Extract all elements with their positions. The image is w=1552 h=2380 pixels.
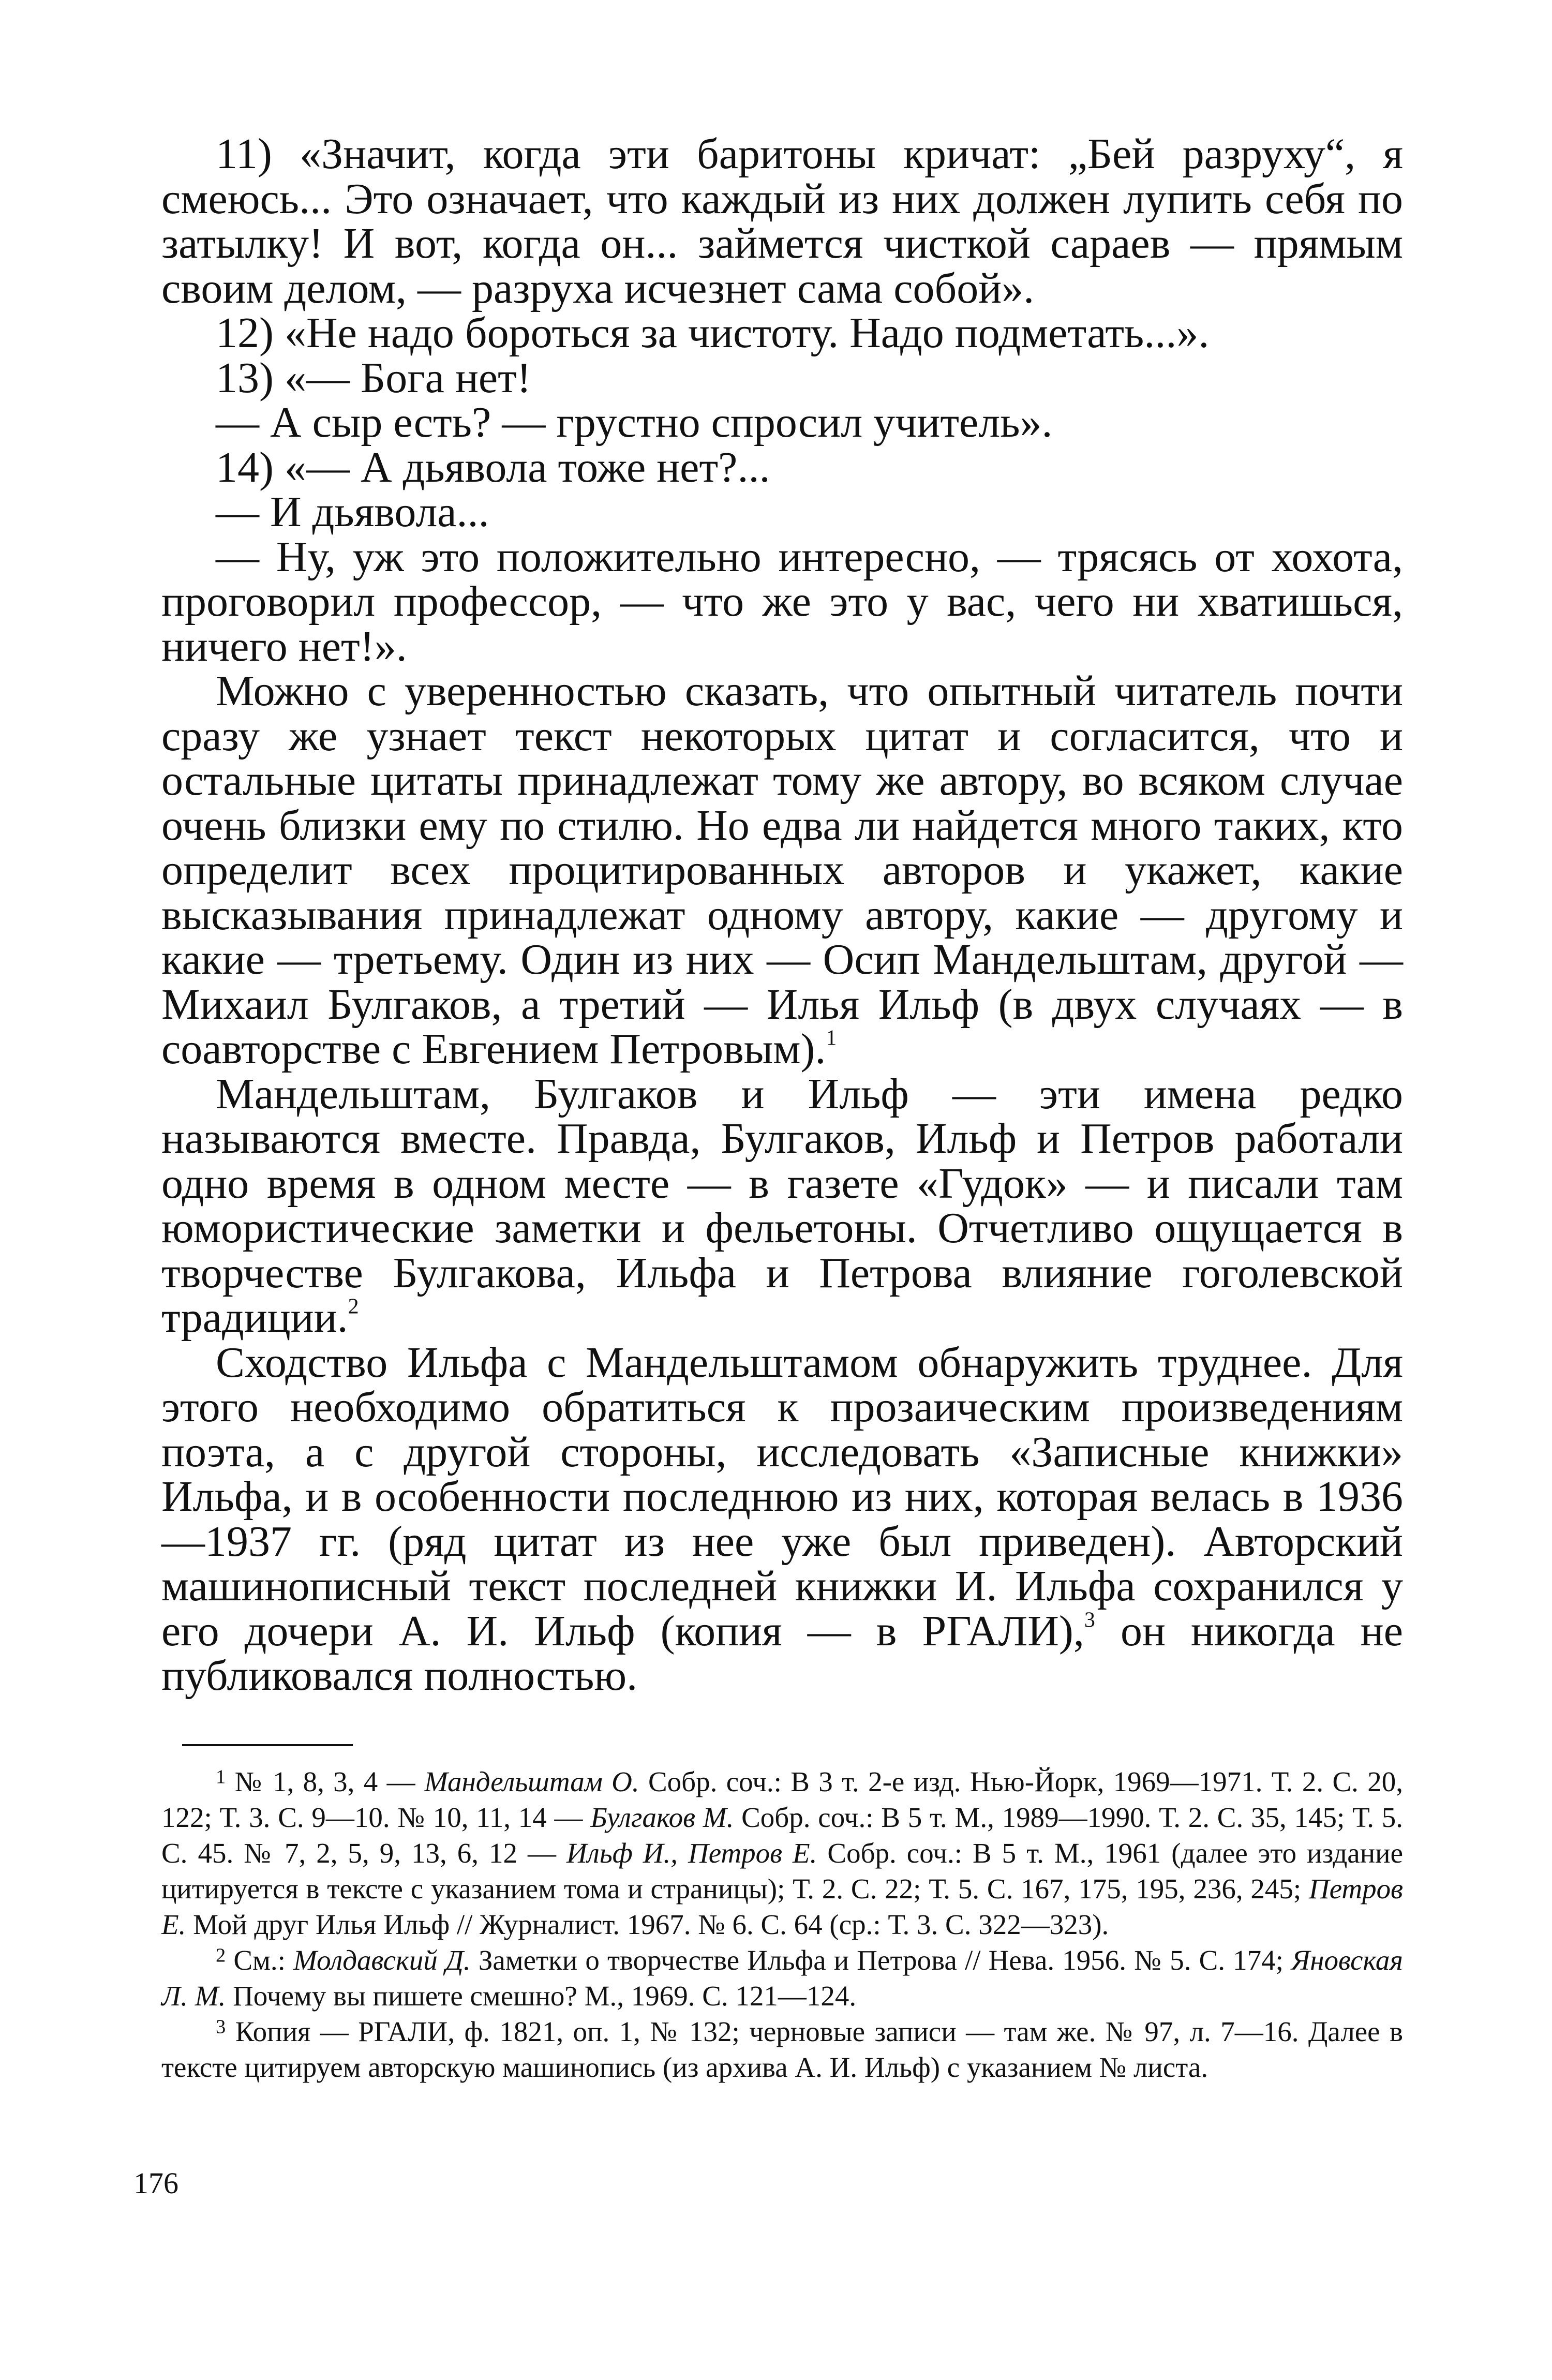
- footnote-1-text: Мой друг Илья Ильф // Журналист. 1967. № 6. С. 64 (ср.: Т. 3. С. 322—323).: [186, 1908, 1109, 1940]
- quote-14-continuation: — Ну, уж это положительно интересно, — трясясь от хохота, проговорил профессор, — что же это у вас, чего ни хватишься, ничего нет!».: [161, 532, 1403, 671]
- main-text: [161, 132, 1403, 1699]
- footnotes: [161, 1764, 1403, 2085]
- quote-12: 12) «Не надо бороться за чистоту. Надо подметать...».: [216, 309, 1210, 357]
- quote-13: 13) «— Бога нет!: [216, 353, 531, 402]
- footnote-1-text: Собр. соч.: В 3 т. 2-е изд. Нью-Йорк, 1969—1971. Т. 2. С. 20, 122; Т. 3. С. 9—10. № 10, 11, 14 —: [161, 1765, 1403, 1833]
- footnote-1-author: Булгаков М.: [590, 1801, 734, 1833]
- footnote-2-author: Молдавский Д.: [293, 1944, 471, 1976]
- footnote-ref-2: 2: [348, 1295, 359, 1319]
- footnote-1-text: Собр. соч.: В 5 т. М., 1961 (далее это издание цитируется в тексте с указанием тома и страницы); Т. 2. С. 22; Т. 5. С. 167, 175, 195, 236, 245;: [161, 1837, 1403, 1905]
- footnote-ref-3: 3: [1084, 1608, 1095, 1632]
- quote-14: 14) «— А дьявола тоже нет?...: [216, 443, 770, 492]
- footnote-2-text: Заметки о творчестве Ильфа и Петрова // Нева. 1956. № 5. С. 174;: [470, 1944, 1292, 1976]
- footnote-2-text: Почему вы пишете смешно? М., 1969. С. 121—124.: [226, 1980, 857, 2012]
- page-number: 176: [133, 2166, 178, 2200]
- quote-13-reply: — А сыр есть? — грустно спросил учитель».: [216, 398, 1053, 447]
- footnote-1-author: Мандельштам О.: [424, 1765, 639, 1797]
- footnote-1-author: Петров Е.: [161, 1872, 1403, 1940]
- footnote-1-text: № 1, 8, 3, 4 —: [234, 1765, 424, 1797]
- footnote-1: [161, 1764, 1403, 1942]
- quote-14-reply: — И дьявола...: [216, 488, 489, 536]
- footnote-1-mark: 1: [216, 1766, 226, 1788]
- footnote-2: [161, 1942, 1403, 2014]
- footnote-divider: [182, 1744, 353, 1746]
- paragraph-notebooks-text: Сходство Ильфа с Мандельштамом обнаружить труднее. Для этого необходимо обратиться к прозаическим произведениям поэта, а с другой стороны, исследовать «Записные книжки» Ильфа, и в особенности последнюю из них, которая велась в 1936—1937 гг. (ряд цитат из нее уже был приведен). Авторский машинописный текст последней книжки И. Ильфа сохранился у его дочери А. И. Ильф (копия — в РГАЛИ),: [161, 1338, 1403, 1655]
- quote-11: 11) «Значит, когда эти баритоны кричат: „Бей разруху“, я смеюсь... Это означает, что каждый из них должен лупить себя по затылку! И вот, когда он... займется чисткой сараев — прямым своим делом, — разруха исчезнет сама собой».: [161, 130, 1403, 313]
- footnote-1-text: Собр. соч.: В 5 т. М., 1989—1990. Т. 2. С. 35, 145; Т. 5. С. 45. № 7, 2, 5, 9, 13, 6, 12 —: [161, 1801, 1403, 1869]
- footnote-2-mark: 2: [216, 1944, 226, 1967]
- page: [161, 132, 1403, 2085]
- paragraph-gudok: [161, 1069, 1403, 1342]
- footnote-3: [161, 2014, 1403, 2085]
- footnote-1-author: Ильф И., Петров Е.: [566, 1837, 817, 1869]
- paragraph-authors-text: Можно с уверенностью сказать, что опытный читатель почти сразу же узнает текст некоторых цитат и согласится, что и остальные цитаты принадлежат тому же автору, во всяком случае очень близки ему по стилю. Но едва ли найдется много таких, кто определит всех процитированных авторов и укажет, какие высказывания принадлежат одному автору, какие — другому и какие — третьему. Один из них — Осип Мандельштам, другой — Михаил Булгаков, а третий — Илья Ильф (в двух случаях — в соавторстве с Евгением Петровым).: [161, 667, 1403, 1073]
- paragraph-notebooks-tail: он никогда не публиковался полностью.: [161, 1606, 1403, 1700]
- footnote-3-mark: 3: [216, 2016, 226, 2038]
- paragraph-authors: [161, 669, 1403, 1072]
- footnote-ref-1: 1: [826, 1026, 837, 1050]
- footnote-3-text: Копия — РГАЛИ, ф. 1821, оп. 1, № 132; черновые записи — там же. № 97, л. 7—16. Далее в тексте цитируем авторскую машинопись (из архива А. И. Ильф) с указанием № листа.: [161, 2015, 1403, 2083]
- footnote-2-author: Яновская Л. М.: [161, 1944, 1403, 2012]
- paragraph-notebooks: [161, 1338, 1403, 1700]
- footnote-2-text: См.:: [233, 1944, 294, 1976]
- paragraph-gudok-text: Мандельштам, Булгаков и Ильф — эти имена редко называются вместе. Правда, Булгаков, Ильф и Петров работали одно время в одном месте — в газете «Гудок» — и писали там юмористические заметки и фельетоны. Отчетливо ощущается в творчестве Булгакова, Ильфа и Петрова влияние гоголевской традиции.: [161, 1069, 1403, 1342]
